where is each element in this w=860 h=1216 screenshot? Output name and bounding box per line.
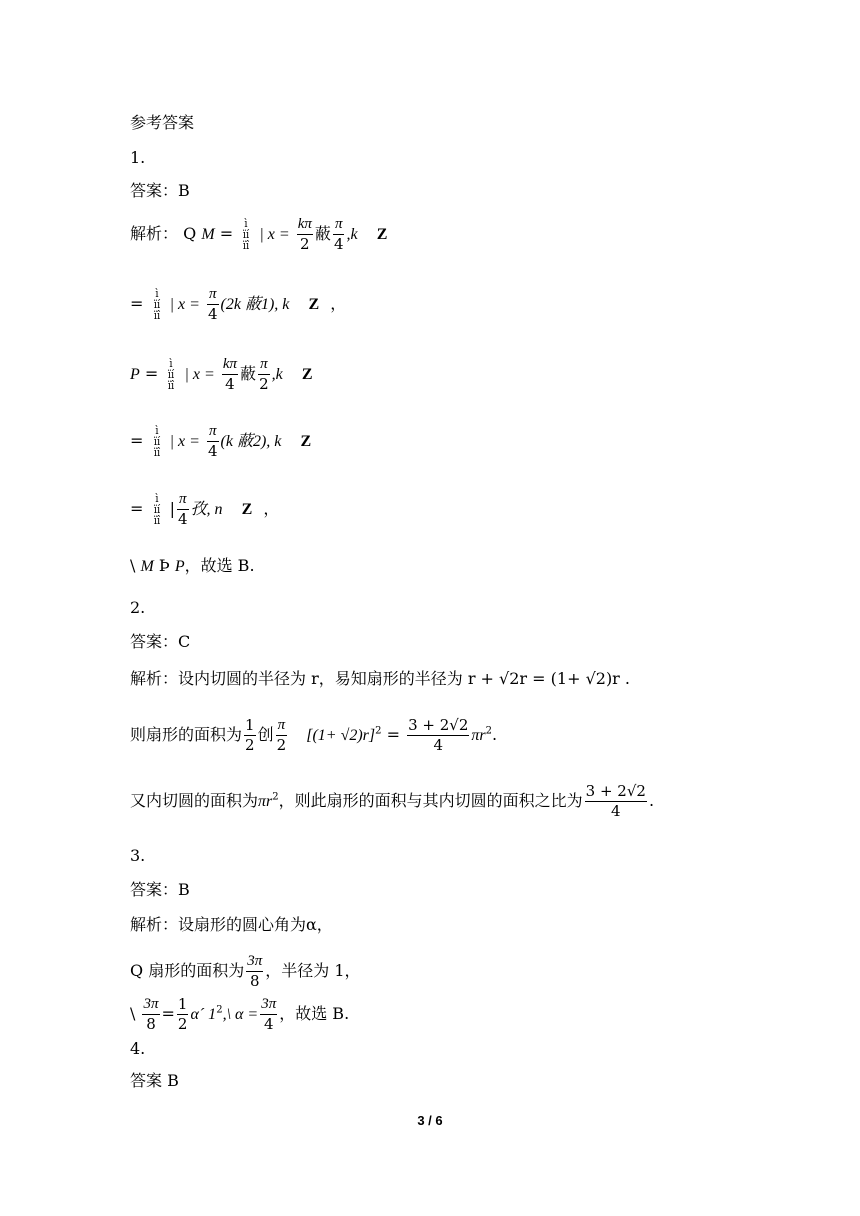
integers-symbol: Z bbox=[308, 296, 320, 313]
set-condition: | x = bbox=[259, 226, 290, 243]
line-mid: ，则此扇形的面积与其内切圆的面积之比为 bbox=[278, 791, 583, 810]
q3-analysis-line3 bbox=[130, 995, 349, 1034]
page-heading: 参考答案 bbox=[130, 113, 195, 132]
line-tail: ，故选 B. bbox=[279, 1004, 350, 1023]
brace-glyph: ì ïí ïî bbox=[153, 287, 160, 322]
equals: = bbox=[144, 364, 159, 383]
exponent: 2 bbox=[216, 1004, 223, 1016]
set-condition: | x = bbox=[184, 366, 215, 383]
analysis-label: 解析： bbox=[130, 224, 179, 243]
q4-number: 4. bbox=[130, 1039, 146, 1058]
q3-analysis-line1: 解析：设扇形的圆心角为α， bbox=[130, 915, 333, 934]
conclusion-text: ，故选 B. bbox=[184, 556, 255, 575]
set-condition: | x = bbox=[169, 296, 200, 313]
exponent: 2 bbox=[375, 725, 382, 737]
pm-glyph: 蔽 bbox=[240, 364, 257, 383]
fraction-result: $\frac{3 + 2√2}{4}$ bbox=[408, 716, 469, 754]
q1-analysis-line2 bbox=[130, 285, 346, 324]
equals: = bbox=[219, 224, 234, 243]
q4-answer: 答案 B bbox=[130, 1071, 179, 1090]
period: . bbox=[492, 725, 498, 744]
fraction-pi-4: $\frac{\pi}{4}$ bbox=[177, 491, 188, 528]
k-var: ,k bbox=[346, 226, 358, 243]
because-symbol: Q bbox=[183, 224, 197, 243]
set-M: M bbox=[140, 558, 154, 575]
bar: | bbox=[169, 499, 175, 518]
integers-symbol: Z bbox=[376, 226, 388, 243]
fraction-half: $\frac{1}{2}$ bbox=[177, 995, 188, 1033]
therefore-symbol: \ bbox=[130, 1004, 136, 1023]
line-tail: ，半径为 1， bbox=[265, 961, 361, 980]
period: . bbox=[648, 791, 655, 810]
expr-n: 孜, n bbox=[190, 501, 223, 518]
q1-analysis-line5 bbox=[130, 490, 279, 529]
q3-analysis-line2 bbox=[130, 952, 361, 991]
q2-number: 2. bbox=[130, 598, 146, 617]
fraction-pi-2: $\frac{\pi}{2}$ bbox=[259, 356, 269, 393]
q1-conclusion bbox=[130, 555, 255, 578]
line-prefix: 则扇形的面积为 bbox=[130, 725, 243, 744]
set-condition: | x = bbox=[169, 433, 200, 450]
q2-analysis-line3 bbox=[130, 782, 654, 821]
fraction-area: $\frac{3\pi}{8}$ bbox=[247, 953, 263, 990]
alpha-expr: α´ 1 bbox=[190, 1006, 217, 1023]
set-M: M bbox=[201, 226, 215, 243]
line-prefix: 又内切圆的面积为 bbox=[130, 791, 259, 810]
subset-symbol: Þ bbox=[158, 556, 170, 575]
q3-number: 3. bbox=[130, 846, 146, 865]
pm-glyph: 蔽 bbox=[314, 224, 331, 243]
comma: ， bbox=[330, 294, 347, 313]
set-P: P bbox=[174, 558, 185, 575]
q3-answer: 答案：B bbox=[130, 880, 190, 899]
fraction-pi-4: $\frac{\pi}{4}$ bbox=[207, 286, 218, 323]
q1-number: 1. bbox=[130, 148, 146, 167]
brace-glyph: ì ïí ïî bbox=[153, 424, 160, 459]
q1-analysis-line4 bbox=[130, 422, 311, 461]
brace-glyph: ì ïí ïî bbox=[243, 217, 250, 252]
pi-r: πr bbox=[471, 727, 486, 744]
bracket-expr: [(1+ √2)r] bbox=[306, 727, 376, 744]
q1-analysis-line3 bbox=[130, 355, 312, 394]
fraction-3pi-8: $\frac{3\pi}{8}$ bbox=[143, 996, 159, 1033]
equals: = bbox=[130, 431, 144, 450]
comma: ， bbox=[263, 499, 280, 518]
exponent: 2 bbox=[272, 791, 279, 803]
brace-glyph: ì ïí ïî bbox=[153, 492, 160, 527]
times-glyph: 创 bbox=[257, 725, 274, 744]
integers-symbol: Z bbox=[301, 366, 313, 383]
fraction-half: $\frac{1}{2}$ bbox=[245, 716, 255, 754]
fraction-kpi-2: $\frac{k\pi}{2}$ bbox=[297, 216, 312, 253]
expr-k2: (k 蔽2), k bbox=[220, 433, 282, 450]
fraction-ratio: $\frac{3 + 2√2}{4}$ bbox=[585, 782, 646, 820]
alpha-eq: ,\ α = bbox=[222, 1006, 259, 1023]
expr-2k: (2k 蔽1), k bbox=[220, 296, 290, 313]
fraction-pi-2: $\frac{\pi}{2}$ bbox=[276, 717, 287, 754]
q2-answer: 答案：C bbox=[130, 632, 191, 651]
fraction-pi-4: $\frac{\pi}{4}$ bbox=[207, 423, 218, 460]
brace-glyph: ì ïí ïî bbox=[168, 357, 175, 392]
integers-symbol: Z bbox=[300, 433, 312, 450]
integers-symbol: Z bbox=[241, 501, 253, 518]
fraction-pi-4: $\frac{\pi}{4}$ bbox=[333, 216, 344, 253]
fraction-kpi-4: $\frac{k\pi}{4}$ bbox=[222, 356, 238, 393]
q1-answer: 答案：B bbox=[130, 181, 190, 200]
q2-analysis-line1: 解析：设内切圆的半径为 r，易知扇形的半径为 r + √2r = (1+ √2)r . bbox=[130, 669, 631, 688]
therefore-symbol: \ bbox=[130, 556, 136, 575]
set-P: P bbox=[130, 366, 140, 383]
exponent: 2 bbox=[485, 725, 493, 737]
q2-analysis-line2 bbox=[130, 716, 497, 755]
k-var: ,k bbox=[271, 366, 283, 383]
equals: = bbox=[130, 499, 144, 518]
equals: = bbox=[130, 294, 144, 313]
equals: = bbox=[386, 725, 401, 744]
equals: = bbox=[161, 1004, 175, 1023]
page-number: 3 / 6 bbox=[417, 1113, 443, 1128]
fraction-3pi-4: $\frac{3\pi}{4}$ bbox=[261, 996, 277, 1033]
q1-analysis-line1 bbox=[130, 215, 387, 254]
line-prefix: Q 扇形的面积为 bbox=[130, 961, 245, 980]
pi-r: πr bbox=[258, 793, 273, 810]
